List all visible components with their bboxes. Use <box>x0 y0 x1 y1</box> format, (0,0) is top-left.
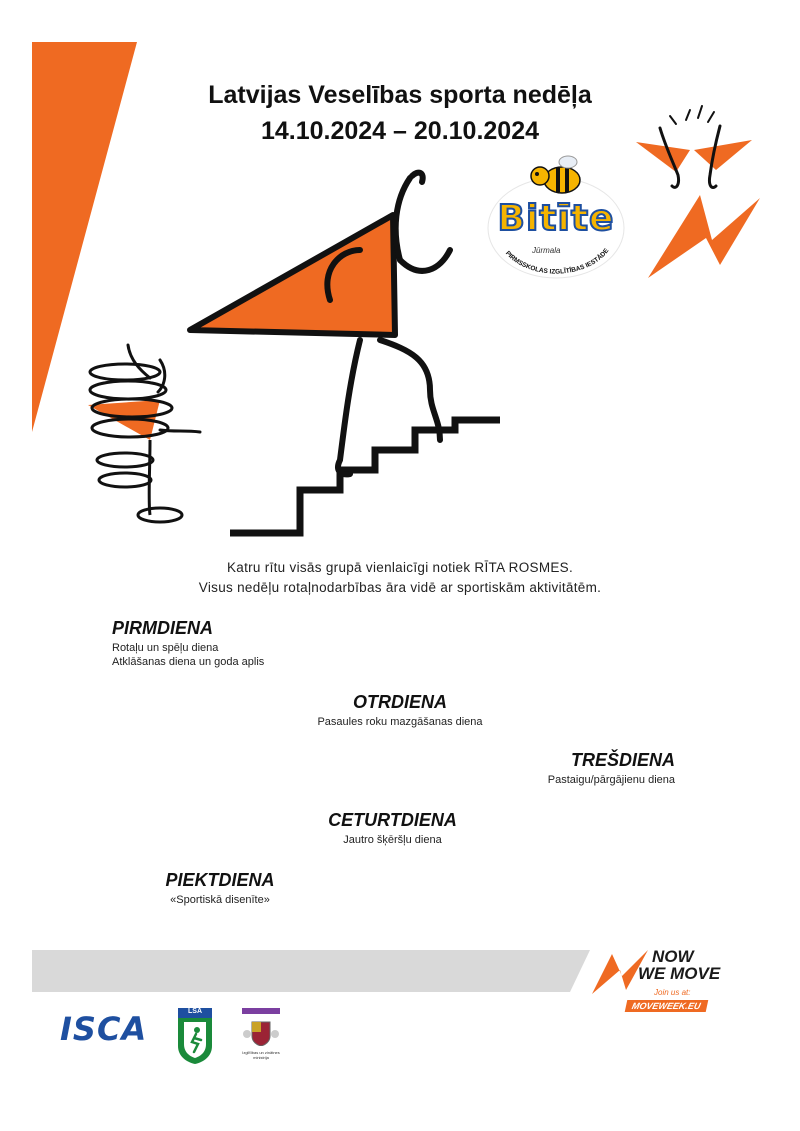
bitite-logo <box>470 152 642 280</box>
bitite-script: Jūrmala <box>532 246 561 255</box>
day-activity: Rotaļu un spēļu diena <box>112 642 219 654</box>
latvia-coat-of-arms-icon <box>242 1018 280 1046</box>
stick-figure-stairs <box>190 173 450 475</box>
nwm-line-2: WE MOVE <box>638 964 721 983</box>
bitite-ring-text: PIRMSSKOLAS IZGLĪTĪBAS IESTĀDE <box>503 247 611 276</box>
intro-line-1: Katru rītu visās grupā vienlaicīgi notiek RĪTA ROSMES. <box>226 560 574 575</box>
spring-figure <box>88 345 200 522</box>
day-activity: «Sportiskā disenīte» <box>170 894 270 906</box>
day-activity: Pasaules roku mazgāšanas diena <box>317 716 483 728</box>
day-monday <box>112 618 264 668</box>
page-dates: 14.10.2024 – 20.10.2024 <box>260 117 540 145</box>
page-title: Latvijas Veselības sporta nedēļa <box>208 81 592 109</box>
day-name: CETURTDIENA <box>328 810 457 830</box>
orange-arrow-right <box>648 195 760 278</box>
footer-grey-bar <box>32 950 590 992</box>
lsa-shield-icon <box>176 1008 214 1064</box>
lsa-text: LSA <box>188 1008 202 1015</box>
nwm-join-text: Join us at: <box>654 988 691 997</box>
day-activity: Atklāšanas diena un goda aplis <box>112 656 265 668</box>
day-name: PIRMDIENA <box>112 618 214 638</box>
day-activity: Jautro šķēršļu diena <box>343 834 442 846</box>
isca-logo: ISCA <box>60 1010 148 1048</box>
nwm-line-1: NOW <box>652 947 694 966</box>
stairs <box>230 420 500 533</box>
day-name: TREŠDIENA <box>570 750 675 770</box>
now-we-move-logo <box>590 942 740 1022</box>
ministry-text: Izglītības un zinātnes ministrija <box>242 1050 280 1060</box>
intro-line-2: Visus nedēļu rotaļnodarbības āra vidē ar sportiskām aktivitātēm. <box>198 580 602 595</box>
day-wednesday <box>470 750 675 786</box>
bitite-name: Bitīte <box>497 198 615 239</box>
day-tuesday <box>270 692 530 728</box>
lsa-logo <box>176 1008 214 1064</box>
moveweek-url[interactable]: MOVEWEEK.EU <box>625 1000 708 1012</box>
day-activity: Pastaigu/pārgājienu diena <box>547 774 675 786</box>
ministry-bar <box>242 1008 280 1014</box>
ministry-logo <box>236 1008 286 1068</box>
day-name: OTRDIENA <box>353 692 447 712</box>
day-thursday <box>290 810 495 846</box>
day-friday <box>140 870 300 906</box>
day-name: PIEKTDIENA <box>165 870 275 890</box>
